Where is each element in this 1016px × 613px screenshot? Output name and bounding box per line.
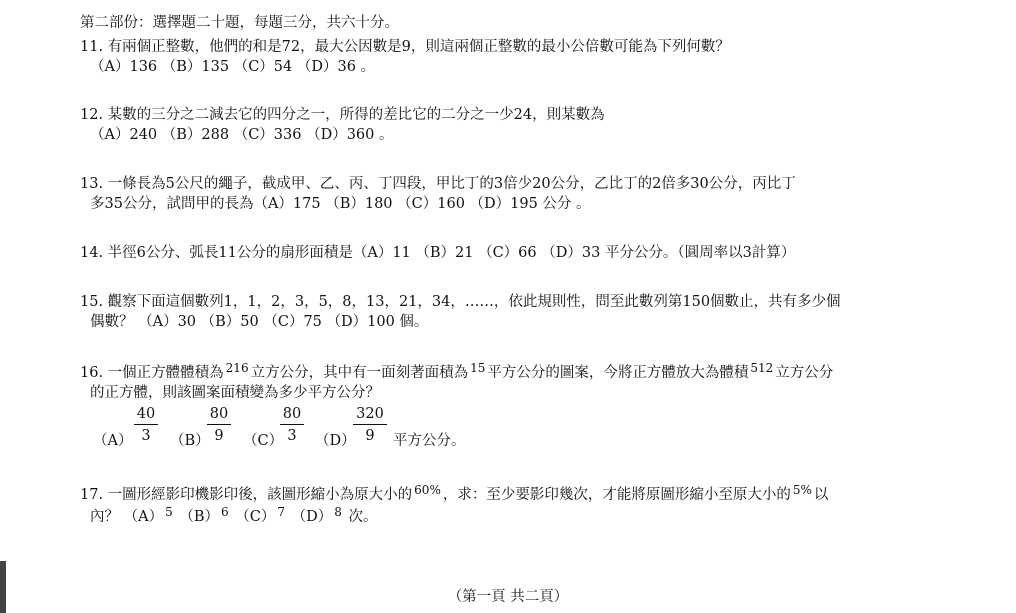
q17-opt-b-label: （B） (179, 509, 219, 525)
q17-opt-b-value: 6 (221, 505, 229, 519)
fraction-denominator: 9 (365, 428, 375, 444)
q16-option-a-label: （A） (93, 433, 133, 449)
question-16-line2: 的正方體，則該圖案面積變為多少平方公分？ (90, 385, 380, 401)
q17-suffix: 次。 (348, 509, 378, 525)
fraction-denominator: 9 (214, 428, 224, 444)
page-edge-shadow (0, 561, 6, 613)
question-17-line1 (80, 483, 829, 504)
q16-option-b-label: （B） (170, 433, 210, 449)
fraction-numerator: 320 (353, 406, 387, 425)
question-15-line2: 偶數？ （A）30 （B）50 （C）75 （D）100 個。 (90, 314, 429, 330)
q17-opt-d-label: （D） (291, 509, 333, 525)
question-17-line2 (90, 505, 378, 526)
fraction-numerator: 80 (207, 406, 231, 425)
q17-opt-c-label: （C） (235, 509, 276, 525)
q17-text-b: ，求：至少要影印幾次，才能將原圖形縮小至原大小的 (442, 487, 791, 503)
question-16-line1 (80, 361, 834, 382)
q17-opt-a-label: 內？ （A） (90, 509, 164, 525)
q16-option-c-label: （C） (243, 433, 284, 449)
q16-text-c: 平方公分的圖案，今將正方體放大為體積 (487, 365, 749, 381)
question-12-options: （A）240 （B）288 （C）336 （D）360 。 (90, 127, 394, 143)
fraction-numerator: 40 (134, 406, 158, 425)
question-14-stem: 14. 半徑6公分、弧長11公分的扇形面積是（A）11 （B）21 （C）66 （D）33 平分公分。（圓周率以3計算） (80, 245, 796, 261)
q16-fraction-b (207, 406, 231, 445)
q17-text-a: 17. 一圖形經影印機影印後，該圖形縮小為原大小的 (80, 487, 413, 503)
q17-opt-c-value: 7 (277, 505, 285, 519)
q16-text-b: 立方公分，其中有一面刻著面積為 (250, 365, 469, 381)
q16-fraction-a (134, 406, 158, 445)
q17-opt-d-value: 8 (334, 505, 342, 519)
q16-fraction-d (353, 406, 387, 445)
q16-text-d: 立方公分 (775, 365, 834, 381)
q16-fraction-c (280, 406, 304, 445)
q17-text-c: 以 (813, 487, 829, 503)
q16-option-d-label: （D） (315, 433, 356, 449)
fraction-denominator: 3 (141, 428, 151, 444)
section-header: 第二部份：選擇題二十題，每題三分，共六十分。 (80, 15, 399, 31)
question-15-line1: 15. 觀察下面這個數列1，1，2，3，5，8，13，21，34，……，依此規則性，問至此數列第150個數止，共有多少個 (80, 294, 841, 310)
q16-volume-1: 216 (225, 361, 249, 375)
q16-suffix: 平方公分。 (393, 433, 466, 449)
question-11-stem: 11. 有兩個正整數，他們的和是72，最大公因數是9，則這兩個正整數的最小公倍數可能為下列何數？ (80, 39, 730, 55)
question-11-options: （A）136 （B）135 （C）54 （D）36 。 (90, 59, 376, 75)
q16-area-1: 15 (470, 361, 486, 375)
question-13-line2: 多35公分，試問甲的長為（A）175 （B）180 （C）160 （D）195 公分 。 (90, 196, 591, 212)
q17-percent-1: 60% (414, 483, 441, 497)
q17-opt-a-value: 5 (165, 505, 173, 519)
q17-percent-2: 5% (792, 483, 812, 497)
page-footer: （第一頁 共二頁） (447, 589, 569, 605)
fraction-numerator: 80 (280, 406, 304, 425)
q16-text-a: 16. 一個正方體體積為 (80, 365, 224, 381)
question-12-stem: 12. 某數的三分之二減去它的四分之一，所得的差比它的二分之一少24，則某數為 (80, 107, 605, 123)
fraction-denominator: 3 (287, 428, 297, 444)
q16-volume-2: 512 (750, 361, 774, 375)
question-13-line1: 13. 一條長為5公尺的繩子，截成甲、乙、丙、丁四段，甲比丁的3倍少20公分，乙比丁的2倍多30公分，丙比丁 (80, 176, 796, 192)
